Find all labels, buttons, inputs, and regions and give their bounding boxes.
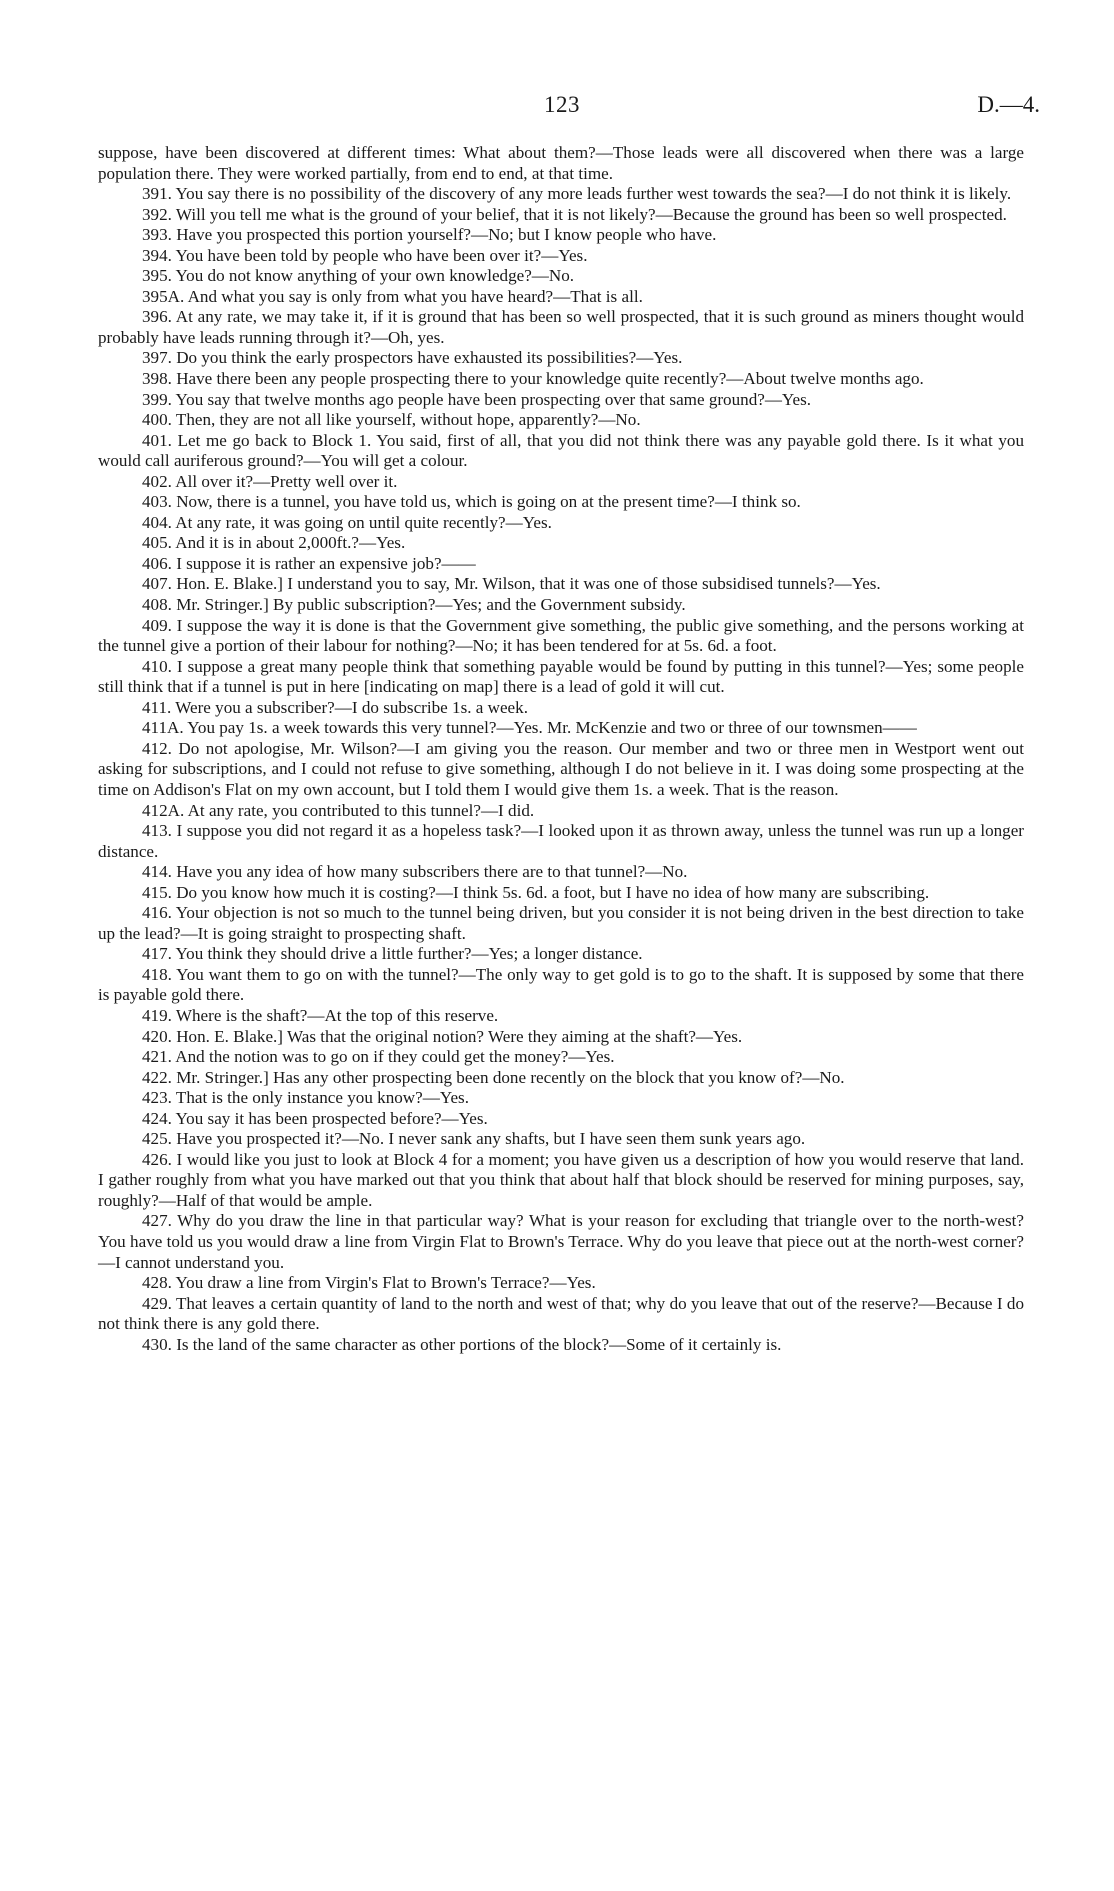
page-number: 123	[544, 92, 580, 117]
question-answer-paragraph: 423. That is the only instance you know?—Yes.	[142, 1088, 469, 1108]
question-answer-paragraph: 400. Then, they are not all like yourself, without hope, apparently?—No.	[142, 410, 641, 430]
page-header	[0, 92, 1114, 122]
question-answer-paragraph: 393. Have you prospected this portion yourself?—No; but I know people who have.	[142, 225, 717, 245]
question-answer-paragraph: 411A. You pay 1s. a week towards this very tunnel?—Yes. Mr. McKenzie and two or three of our townsmen——	[142, 718, 917, 738]
question-answer-paragraph: 410. I suppose a great many people think that something payable would be found by putting in this tunnel?—Yes; some people still think that if a tunnel is put in here [indicating on map] there is a lead of gold it will cut.	[98, 656, 1024, 697]
question-answer-paragraph: 406. I suppose it is rather an expensive job?——	[142, 553, 476, 573]
question-answer-paragraph: 412A. At any rate, you contributed to this tunnel?—I did.	[142, 800, 535, 820]
question-answer-paragraph: 411. Were you a subscriber?—I do subscribe 1s. a week.	[142, 697, 528, 717]
question-answer-paragraph: 402. All over it?—Pretty well over it.	[142, 471, 398, 491]
question-answer-paragraph: 413. I suppose you did not regard it as a hopeless task?—I looked upon it as thrown away, unless the tunnel was run up a longer distance.	[98, 821, 1024, 861]
question-answer-paragraph: 429. That leaves a certain quantity of land to the north and west of that; why do you leave that out of the reserve?—Because I do not think there is any gold there.	[98, 1293, 1024, 1334]
question-answer-paragraph: 418. You want them to go on with the tunnel?—The only way to get gold is to go to the shaft. It is supposed by some that there is payable gold there.	[98, 964, 1024, 1005]
question-answer-paragraph: 425. Have you prospected it?—No. I never sank any shafts, but I have seen them sunk years ago.	[142, 1129, 806, 1149]
question-answer-paragraph: 409. I suppose the way it is done is that the Government give something, the public give something, and the persons working at the tunnel give a portion of their labour for nothing?—No; it has been tendered for at 5s. 6d. a foot.	[98, 615, 1024, 656]
question-answer-paragraph: 414. Have you any idea of how many subscribers there are to that tunnel?—No.	[142, 862, 688, 882]
question-answer-paragraph: 417. You think they should drive a little further?—Yes; a longer distance.	[142, 944, 643, 964]
document-reference: D.—4.	[977, 92, 1040, 117]
question-answer-paragraph: 405. And it is in about 2,000ft.?—Yes.	[142, 533, 406, 553]
question-answer-paragraph: 407. Hon. E. Blake.] I understand you to say, Mr. Wilson, that it was one of those subsidised tunnels?—Yes.	[142, 574, 881, 594]
question-answer-paragraph: 401. Let me go back to Block 1. You said, first of all, that you did not think there was any payable gold there. Is it what you would call auriferous ground?—You will get a colour.	[98, 430, 1024, 471]
continued-paragraph: suppose, have been discovered at different times: What about them?—Those leads were all discovered when there was a large population there. They were worked partially, from end to end, at that time.	[98, 143, 1024, 183]
question-answer-paragraph: 392. Will you tell me what is the ground of your belief, that it is not likely?—Because the ground has been so well prospected.	[142, 204, 1007, 224]
question-answer-paragraph: 412. Do not apologise, Mr. Wilson?—I am giving you the reason. Our member and two or three men in Westport went out asking for subscriptions, and I could not refuse to give something, although I do not believe in it. I was doing some prospecting at the time on Addison's Flat on my own account, but I told them I would give them 1s. a week. That is the reason.	[98, 738, 1024, 799]
question-answer-paragraph: 398. Have there been any people prospecting there to your knowledge quite recently?—About twelve months ago.	[142, 369, 924, 389]
evidence-transcript	[98, 143, 1024, 1355]
question-answer-paragraph: 408. Mr. Stringer.] By public subscription?—Yes; and the Government subsidy.	[142, 595, 686, 615]
question-answer-paragraph: 430. Is the land of the same character as other portions of the block?—Some of it certainly is.	[142, 1334, 782, 1354]
question-answer-paragraph: 415. Do you know how much it is costing?—I think 5s. 6d. a foot, but I have no idea of how many are subscribing.	[142, 882, 930, 902]
question-answer-paragraph: 395. You do not know anything of your own knowledge?—No.	[142, 266, 575, 286]
question-answer-paragraph: 426. I would like you just to look at Block 4 for a moment; you have given us a description of how you would reserve that land. I gather roughly from what you have marked out that you think that about half that block should be reserved for mining purposes, say, roughly?—Half of that would be ample.	[98, 1149, 1024, 1210]
question-answer-paragraph: 399. You say that twelve months ago people have been prospecting over that same ground?—Yes.	[142, 389, 812, 409]
question-answer-paragraph: 391. You say there is no possibility of the discovery of any more leads further west towards the sea?—I do not think it is likely.	[142, 184, 1012, 204]
question-answer-paragraph: 395A. And what you say is only from what you have heard?—That is all.	[142, 286, 643, 306]
question-answer-paragraph: 427. Why do you draw the line in that particular way? What is your reason for excluding that triangle over to the north-west? You have told us you would draw a line from Virgin Flat to Brown's Terrace. Why do you leave that piece out at the north-west corner?—I cannot understand you.	[98, 1211, 1024, 1272]
question-answer-paragraph: 424. You say it has been prospected before?—Yes.	[142, 1108, 488, 1128]
question-answer-paragraph: 420. Hon. E. Blake.] Was that the original notion? Were they aiming at the shaft?—Yes.	[142, 1026, 743, 1046]
question-answer-paragraph: 419. Where is the shaft?—At the top of this reserve.	[142, 1005, 499, 1025]
question-answer-paragraph: 416. Your objection is not so much to the tunnel being driven, but you consider it is not being driven in the best direction to take up the lead?—It is going straight to prospecting shaft.	[98, 903, 1024, 943]
question-answer-paragraph: 396. At any rate, we may take it, if it is ground that has been so well prospected, that it is such ground as miners thought would probably have leads running through it?—Oh, yes.	[98, 307, 1024, 347]
question-answer-paragraph: 422. Mr. Stringer.] Has any other prospecting been done recently on the block that you know of?—No.	[142, 1067, 845, 1087]
question-answer-paragraph: 428. You draw a line from Virgin's Flat to Brown's Terrace?—Yes.	[142, 1273, 596, 1293]
question-answer-paragraph: 404. At any rate, it was going on until quite recently?—Yes.	[142, 512, 552, 532]
question-answer-paragraph: 403. Now, there is a tunnel, you have told us, which is going on at the present time?—I think so.	[142, 492, 801, 512]
question-answer-paragraph: 394. You have been told by people who have been over it?—Yes.	[142, 245, 588, 265]
question-answer-paragraph: 397. Do you think the early prospectors have exhausted its possibilities?—Yes.	[142, 348, 683, 368]
question-answer-paragraph: 421. And the notion was to go on if they could get the money?—Yes.	[142, 1047, 615, 1067]
